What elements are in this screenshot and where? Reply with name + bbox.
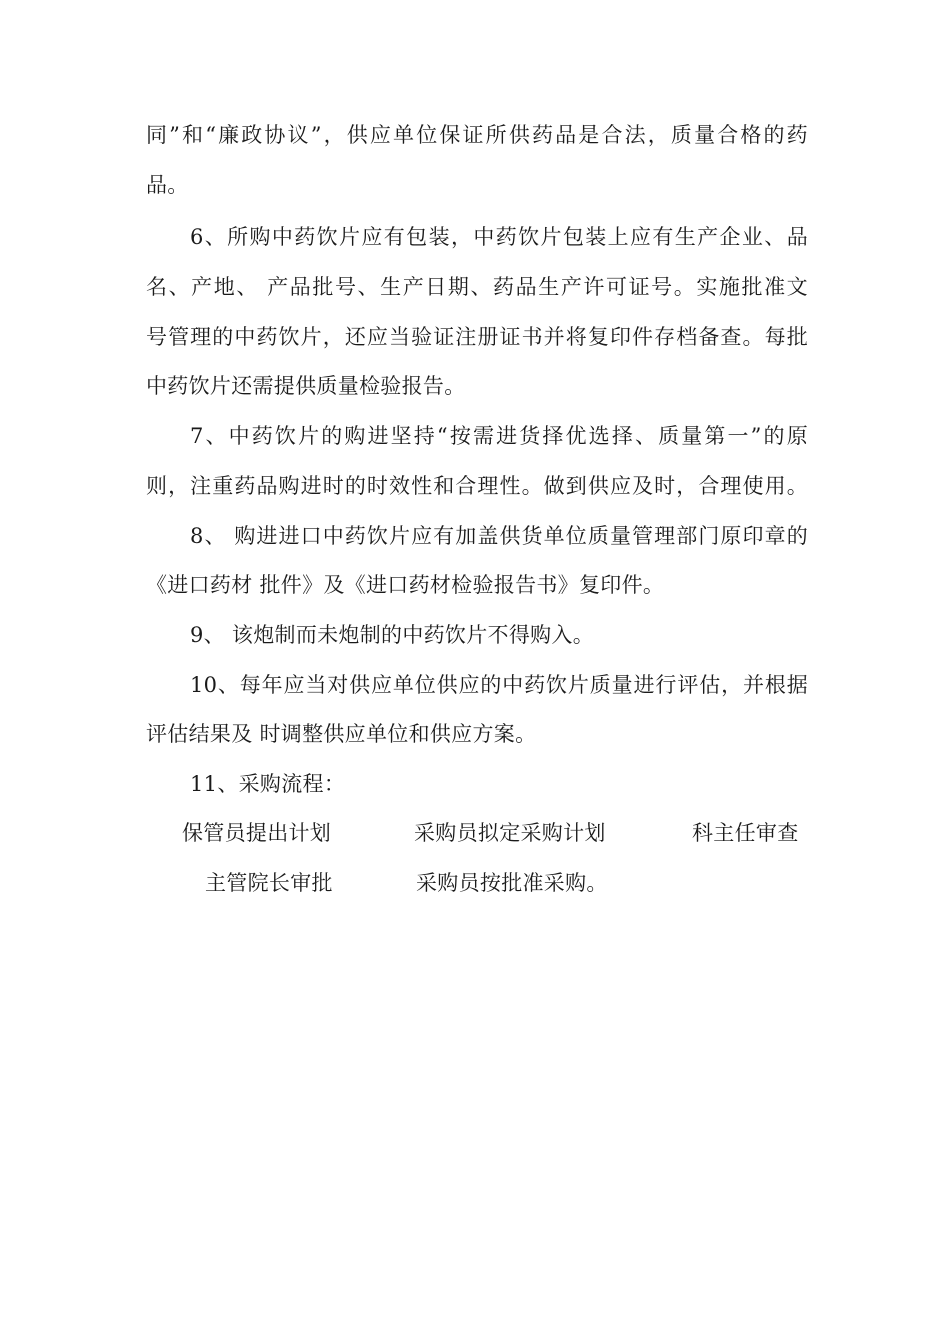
flow-step-3: 科主任审查 (692, 821, 799, 845)
item-7-line-1: 7、中药饮片的购进坚持“按需进货择优选择、质量第一”的原 (190, 424, 808, 448)
item-6-line-3: 号管理的中药饮片，还应当验证注册证书并将复印件存档备查。每批 (146, 325, 808, 349)
item-9-line-1: 9、 该炮制而未炮制的中药饮片不得购入。 (190, 623, 595, 647)
item-8-line-1: 8、 购进进口中药饮片应有加盖供货单位质量管理部门原印章的 (190, 524, 808, 548)
item-6-line-2: 名、产地、 产品批号、生产日期、药品生产许可证号。实施批准文 (146, 275, 808, 299)
item-6-line-1: 6、所购中药饮片应有包装，中药饮片包装上应有生产企业、品 (190, 225, 808, 249)
item-11-heading: 11、采购流程： (190, 772, 346, 796)
item-7-line-2: 则，注重药品购进时的时效性和合理性。做到供应及时，合理使用。 (146, 474, 808, 498)
paragraph-line-2: 品。 (146, 173, 189, 197)
flow-step-4: 主管院长审批 (205, 871, 333, 895)
paragraph-line-1: 同”和“廉政协议”，供应单位保证所供药品是合法，质量合格的药 (146, 123, 808, 147)
flow-step-5: 采购员按批准采购。 (416, 871, 608, 895)
item-10-line-1: 10、每年应当对供应单位供应的中药饮片质量进行评估，并根据 (190, 673, 808, 697)
item-10-line-2: 评估结果及 时调整供应单位和供应方案。 (146, 722, 537, 746)
flow-step-2: 采购员拟定采购计划 (414, 821, 606, 845)
flow-step-1: 保管员提出计划 (182, 821, 332, 845)
item-8-line-2: 《进口药材 批件》及《进口药材检验报告书》复印件。 (146, 573, 665, 597)
item-6-line-4: 中药饮片还需提供质量检验报告。 (146, 374, 466, 398)
